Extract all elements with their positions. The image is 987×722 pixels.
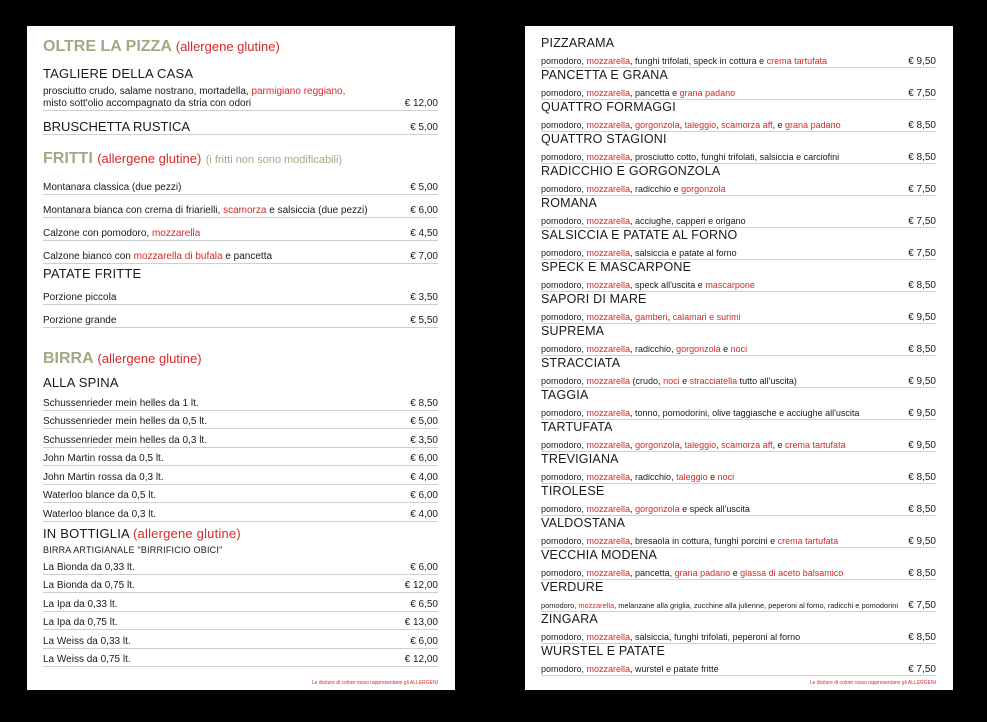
pizza-item [541, 484, 936, 516]
pizza-price: € 9,50 [908, 312, 936, 323]
pizza-item [541, 644, 936, 676]
pizza-desc: pomodoro, mozzarella, gorgonzola, taleggio, scamorza aff, e grana padano [541, 120, 841, 130]
item-price: € 4,00 [410, 471, 438, 483]
pizza-item [541, 452, 936, 484]
pizza-price: € 8,50 [908, 280, 936, 291]
pizza-price: € 8,50 [908, 344, 936, 355]
pizza-desc: pomodoro, mozzarella, salsiccia e patate al forno [541, 248, 737, 258]
menu-row [43, 485, 438, 504]
pizza-item [541, 516, 936, 548]
item-price: € 4,00 [410, 508, 438, 520]
pizza-price: € 8,50 [908, 152, 936, 163]
pizza-desc: pomodoro, mozzarella, bresaola in cottura, funghi porcini e crema tartufata [541, 536, 839, 546]
pizza-item [541, 164, 936, 196]
pizza-item [541, 68, 936, 100]
pizza-desc: pomodoro, mozzarella, gorgonzola, taleggio, scamorza aff, e crema tartufata [541, 440, 846, 450]
item-price: € 12,00 [404, 580, 438, 591]
right-menu-page [525, 26, 953, 690]
menu-row [43, 411, 438, 430]
pizza-desc: pomodoro, mozzarella, radicchio e gorgonzola [541, 184, 726, 194]
item-desc: Porzione grande [43, 315, 117, 326]
item-price: € 5,50 [410, 315, 438, 326]
pizza-row [541, 530, 936, 548]
item-desc: La Ipa da 0,75 lt. [43, 617, 118, 628]
bruschetta-row: BRUSCHETTA RUSTICA € 5,00 [43, 114, 438, 135]
item-desc: Waterloo blance da 0,5 lt. [43, 490, 157, 501]
pizza-item [541, 324, 936, 356]
pizza-name: SALSICCIA E PATATE AL FORNO [541, 228, 738, 242]
menu-row [43, 612, 438, 631]
pizza-item [541, 100, 936, 132]
pizza-item [541, 228, 936, 260]
menu-row [43, 448, 438, 467]
pizza-price: € 7,50 [908, 88, 936, 99]
item-desc: John Martin rossa da 0,5 lt. [43, 453, 164, 464]
pizza-item [541, 548, 936, 580]
item-price: € 6,00 [410, 490, 438, 501]
item-desc: John Martin rossa da 0,3 lt. [43, 471, 164, 483]
item-desc: Schussenrieder mein helles da 1 lt. [43, 397, 199, 409]
pizza-item [541, 356, 936, 388]
pizza-name: TIROLESE [541, 484, 605, 498]
item-price: € 7,00 [410, 251, 438, 262]
item-desc: Schussenrieder mein helles da 0,5 lt. [43, 416, 207, 427]
pizza-row [541, 50, 936, 68]
bottiglia-sub: BIRRA ARTIGIANALE "BIRRIFICIO OBICI" [43, 545, 223, 555]
pizza-name: ROMANA [541, 196, 598, 210]
pizza-desc: pomodoro, mozzarella, salsiccia, funghi trifolati, peperoni al forno [541, 632, 801, 642]
item-price: € 5,00 [410, 416, 438, 427]
pizza-desc: pomodoro, mozzarella, tonno, pomodorini, olive taggiasche e acciughe all'uscita [541, 408, 860, 418]
menu-row [43, 305, 438, 328]
item-price: € 6,00 [410, 453, 438, 464]
bottiglia-list [43, 556, 438, 667]
pizza-row [541, 402, 936, 420]
pizza-name: SPECK E MASCARPONE [541, 260, 692, 274]
pizza-name: PANCETTA E GRANA [541, 68, 669, 82]
pizza-desc: pomodoro, mozzarella, funghi trifolati, speck in cottura e crema tartufata [541, 56, 828, 66]
pizza-row [541, 498, 936, 516]
pizza-row [541, 210, 936, 228]
item-price: € 6,00 [410, 561, 438, 573]
pizza-row [541, 658, 936, 676]
pizza-desc: pomodoro, mozzarella, gamberi, calamari e surimi [541, 312, 741, 322]
pizza-price: € 8,50 [908, 504, 936, 515]
section-title-birra: BIRRA (allergene glutine) [43, 350, 202, 367]
patate-name: PATATE FRITTE [43, 266, 142, 281]
item-desc: La Weiss da 0,75 lt. [43, 654, 131, 665]
item-price: € 12,00 [404, 654, 438, 665]
pizza-desc: pomodoro, mozzarella, pancetta, grana padano e glassa di aceto balsamico [541, 568, 844, 578]
patate-list [43, 282, 438, 328]
pizza-price: € 9,50 [908, 408, 936, 419]
item-price: € 6,00 [410, 205, 438, 216]
pizza-row [541, 82, 936, 100]
item-price: € 6,00 [410, 635, 438, 647]
fritti-list [43, 172, 438, 264]
pizza-item [541, 260, 936, 292]
pizza-desc: pomodoro, mozzarella (crudo, noci e stracciatella tutto all'uscita) [541, 376, 797, 386]
pizza-desc: pomodoro, mozzarella, wurstel e patate fritte [541, 664, 719, 674]
pizza-price: € 8,50 [908, 568, 936, 579]
pizza-item [541, 388, 936, 420]
pizza-name: VECCHIA MODENA [541, 548, 658, 562]
pizza-name: ZINGARA [541, 612, 598, 626]
pizza-row [541, 434, 936, 452]
section-title-fritti: FRITTI (allergene glutine) (i fritti non sono modificabili) [43, 150, 343, 167]
item-desc: Waterloo blance da 0,3 lt. [43, 508, 157, 520]
item-price: € 3,50 [410, 292, 438, 303]
pizza-name: WURSTEL E PATATE [541, 644, 666, 658]
pizza-row [541, 562, 936, 580]
pizza-row [541, 242, 936, 260]
pizza-price: € 9,50 [908, 536, 936, 547]
pizze-list [541, 36, 936, 676]
menu-row [43, 503, 438, 522]
item-price: € 6,50 [410, 598, 438, 610]
menu-row [43, 282, 438, 305]
bottiglia-name: IN BOTTIGLIA (allergene glutine) [43, 526, 241, 541]
pizza-desc: pomodoro, mozzarella, pancetta e grana padano [541, 88, 736, 98]
item-desc: La Ipa da 0,33 lt. [43, 598, 118, 610]
pizza-price: € 9,50 [908, 376, 936, 387]
pizza-desc: pomodoro, mozzarella, radicchio, gorgonzola e noci [541, 344, 748, 354]
item-desc: Montanara bianca con crema di friarielli, scamorza e salsiccia (due pezzi) [43, 205, 368, 216]
pizza-row [541, 146, 936, 164]
menu-row [43, 556, 438, 575]
menu-row [43, 429, 438, 448]
pizza-price: € 7,50 [908, 664, 936, 675]
menu-row [43, 630, 438, 649]
pizza-row [541, 370, 936, 388]
item-desc: La Bionda da 0,75 lt. [43, 580, 135, 591]
item-desc: Schussenrieder mein helles da 0,3 lt. [43, 434, 207, 446]
pizza-row [541, 178, 936, 196]
spina-list [43, 392, 438, 522]
item-desc: La Bionda da 0,33 lt. [43, 561, 135, 573]
pizza-row [541, 338, 936, 356]
item-desc: Porzione piccola [43, 292, 117, 303]
pizza-desc: pomodoro, mozzarella, gorgonzola e speck all'uscita [541, 504, 750, 514]
pizza-name: QUATTRO FORMAGGI [541, 100, 676, 114]
pizza-row [541, 594, 936, 612]
pizza-item [541, 292, 936, 324]
allergen-footer-right: Le diciture di colore rosso rappresentano gli ALLERGENI [809, 680, 936, 686]
pizza-desc: pomodoro, mozzarella, melanzane alla griglia, zucchine alla julienne, peperoni al forno, radicchi e pomodorini [541, 601, 899, 610]
pizza-desc: pomodoro, mozzarella, radicchio, taleggio e noci [541, 472, 735, 482]
pizza-item [541, 132, 936, 164]
menu-row [43, 466, 438, 485]
pizza-desc: pomodoro, mozzarella, prosciutto cotto, funghi trifolati, salsiccia e carciofini [541, 152, 840, 162]
item-price: € 3,50 [410, 434, 438, 446]
pizza-item [541, 612, 936, 644]
pizza-name: SAPORI DI MARE [541, 292, 647, 306]
menu-row [43, 649, 438, 668]
pizza-desc: pomodoro, mozzarella, acciughe, capperi e origano [541, 216, 746, 226]
allergen-footer: Le diciture di colore rosso rappresentano gli ALLERGENI [311, 680, 438, 686]
tagliere-row: prosciutto crudo, salame nostrano, mortadella, parmigiano reggiano, misto sott'olio accompagnato da stria con odori € 12,00 [43, 86, 438, 109]
menu-row [43, 575, 438, 594]
pizza-row [541, 274, 936, 292]
item-desc: Montanara classica (due pezzi) [43, 182, 182, 193]
pizza-item [541, 36, 936, 68]
pizza-name: TAGGIA [541, 388, 589, 402]
menu-row [43, 218, 438, 241]
tagliere-name: TAGLIERE DELLA CASA [43, 66, 194, 81]
pizza-row [541, 466, 936, 484]
pizza-price: € 7,50 [908, 600, 936, 611]
menu-row [43, 195, 438, 218]
pizza-name: QUATTRO STAGIONI [541, 132, 667, 146]
pizza-name: SUPREMA [541, 324, 605, 338]
pizza-name: STRACCIATA [541, 356, 621, 370]
pizza-price: € 7,50 [908, 248, 936, 259]
pizza-price: € 8,50 [908, 632, 936, 643]
pizza-name: RADICCHIO E GORGONZOLA [541, 164, 721, 178]
menu-row [43, 392, 438, 411]
pizza-item [541, 420, 936, 452]
pizza-price: € 9,50 [908, 56, 936, 67]
menu-row [43, 593, 438, 612]
item-desc: La Weiss da 0,33 lt. [43, 635, 131, 647]
menu-row [43, 241, 438, 264]
pizza-item [541, 196, 936, 228]
item-price: € 8,50 [410, 397, 438, 409]
pizza-name: TARTUFATA [541, 420, 613, 434]
pizza-price: € 9,50 [908, 440, 936, 451]
item-price: € 4,50 [410, 228, 438, 239]
pizza-row [541, 114, 936, 132]
pizza-price: € 7,50 [908, 216, 936, 227]
left-menu-page [27, 26, 455, 690]
section-title-oltre: OLTRE LA PIZZA (allergene glutine) [43, 38, 280, 55]
pizza-item [541, 580, 936, 612]
item-price: € 13,00 [404, 617, 438, 628]
menu-row [43, 172, 438, 195]
pizza-desc: pomodoro, mozzarella, speck all'uscita e mascarpone [541, 280, 755, 290]
item-desc: Calzone con pomodoro, mozzarella [43, 228, 201, 239]
pizza-price: € 8,50 [908, 120, 936, 131]
item-desc: Calzone bianco con mozzarella di bufala e pancetta [43, 251, 273, 262]
pizza-row [541, 626, 936, 644]
pizza-name: TREVIGIANA [541, 452, 619, 466]
pizza-name: VERDURE [541, 580, 604, 594]
pizza-name: VALDOSTANA [541, 516, 626, 530]
pizza-price: € 8,50 [908, 472, 936, 483]
item-price: € 5,00 [410, 182, 438, 193]
pizza-price: € 7,50 [908, 184, 936, 195]
spina-name: ALLA SPINA [43, 375, 119, 390]
pizza-name: PIZZARAMA [541, 36, 615, 50]
pizza-row [541, 306, 936, 324]
